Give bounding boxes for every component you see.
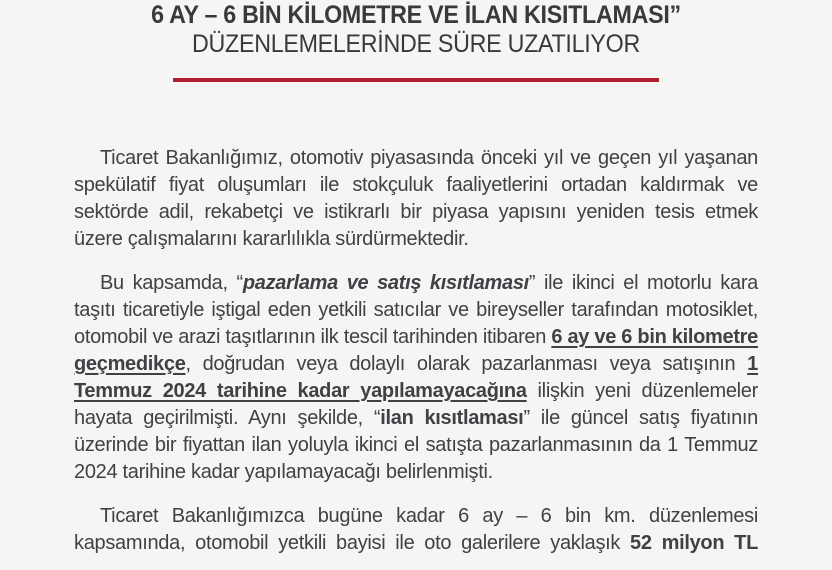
text-segment-normal: Ticaret Bakanlığımız, otomotiv piyasasında önceki yıl ve geçen yıl yaşanan spekülatif fiyat oluşumları ile stokçuluk faaliyetlerini ortadan kaldırmak ve sektörde adil, rekabetçi ve istikrarlı bir piyasa yapısını yeniden tesis etmek üzere çalışmalarını kararlılıkla sürdürmektedir. bbox=[74, 147, 758, 250]
text-segment-normal: ” ile ikinci el motorlu kara taşıtı ticaretiyle iştigal eden yetkili satıcılar ve bireyseller tarafından motosiklet, otomobil ve arazi taşıtlarının ilk tescil tarihinden itibaren bbox=[74, 272, 759, 348]
text-segment-normal: ” ile güncel satış fiyatının üzerinde bir fiyattan ilan yoluyla ikinci el satışta pazarlanmasının da 1 Temmuz 2024 tarihine kadar yapılamayacağı belirlenmişti. bbox=[74, 407, 758, 483]
text-segment-bold-underline: 1 Temmuz 2024 tarihine kadar yapılamayacağına bbox=[74, 353, 758, 402]
paragraph-penalties bbox=[74, 503, 758, 557]
text-segment-bold: 52 milyon TL bbox=[630, 532, 758, 554]
red-divider bbox=[173, 78, 659, 82]
document-body bbox=[0, 145, 832, 557]
text-segment-normal: ilişkin yeni düzenlemeler hayata geçirilmişti. Aynı şekilde, “ bbox=[74, 380, 758, 429]
text-segment-bold: ilan kısıtlaması bbox=[380, 407, 524, 429]
paragraph-intro bbox=[74, 145, 758, 253]
text-segment-normal: Bu kapsamda, “ bbox=[100, 272, 243, 294]
text-segment-normal: Ticaret Bakanlığımızca bugüne kadar 6 ay – 6 bin km. düzenlemesi kapsamında, otomobil yetkili bayisi ile oto galerilere yaklaşık bbox=[74, 505, 758, 554]
title-line-1: 6 AY – 6 BİN KİLOMETRE VE İLAN KISITLAMASI” bbox=[151, 1, 681, 29]
paragraph-regulation-details bbox=[74, 270, 758, 486]
document-header bbox=[0, 0, 832, 82]
text-segment-bold-italic: pazarlama ve satış kısıtlaması bbox=[242, 272, 529, 294]
text-segment-normal: , doğrudan veya dolaylı olarak pazarlanması veya satışının bbox=[185, 353, 748, 375]
text-segment-bold-underline: 6 ay ve 6 bin kilometre geçmedikçe bbox=[74, 326, 758, 375]
title-line-2: DÜZENLEMELERİNDE SÜRE UZATILIYOR bbox=[192, 30, 640, 58]
